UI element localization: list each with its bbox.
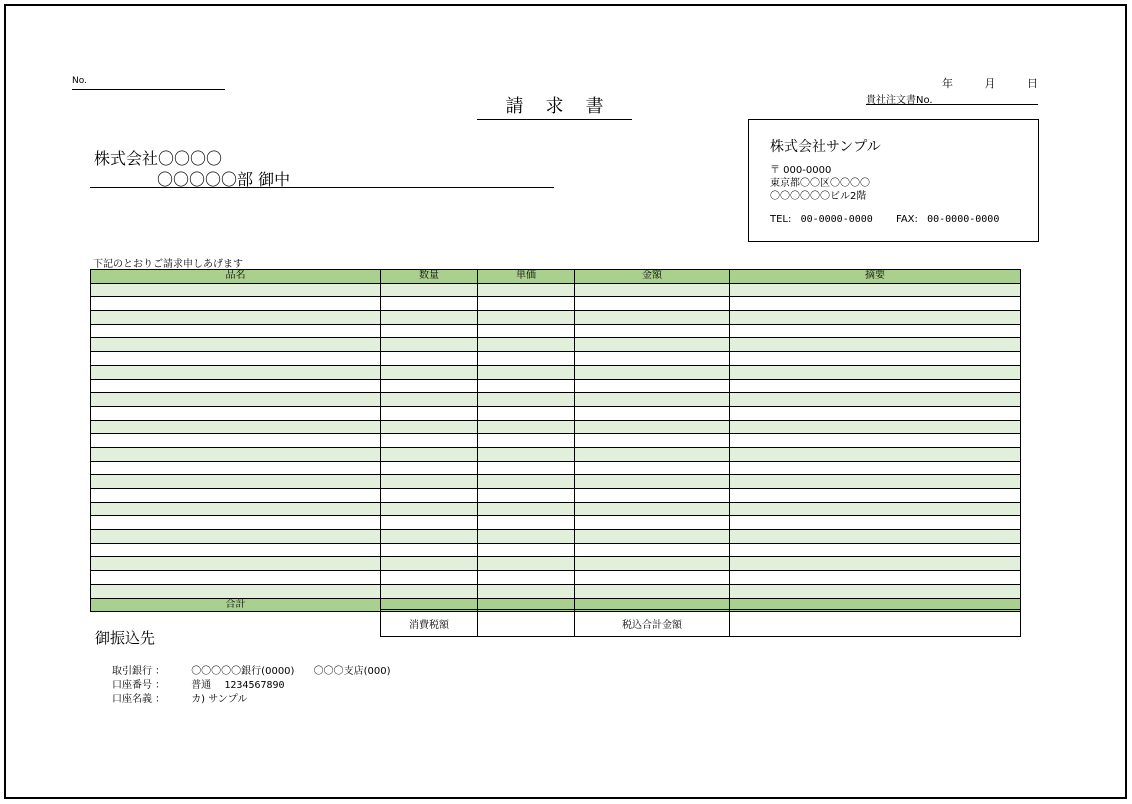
table-row: [91, 365, 1021, 379]
table-row: [91, 393, 1021, 407]
table-row: [91, 283, 1021, 297]
day-label: 日: [1027, 77, 1038, 90]
amount-cell[interactable]: [575, 434, 730, 448]
unit-price-cell[interactable]: [478, 420, 575, 434]
item-name-cell[interactable]: [91, 352, 381, 366]
quantity-cell[interactable]: [381, 557, 478, 571]
unit-price-cell[interactable]: [478, 543, 575, 557]
tel-value: 00-0000-0000: [800, 214, 873, 225]
unit-price-cell[interactable]: [478, 447, 575, 461]
quantity-cell[interactable]: [381, 543, 478, 557]
issuer-box: [748, 119, 1039, 242]
issuer-address-2: 〇〇〇〇〇〇ビル2階: [770, 191, 867, 202]
table-row: [91, 502, 1021, 516]
header-remarks: 摘要: [730, 270, 1021, 284]
amount-cell[interactable]: [575, 447, 730, 461]
header-amount: 金額: [575, 270, 730, 284]
table-row: [91, 447, 1021, 461]
amount-cell[interactable]: [575, 420, 730, 434]
remarks-cell[interactable]: [730, 571, 1021, 585]
amount-cell[interactable]: [575, 283, 730, 297]
table-row: [91, 461, 1021, 475]
order-number-label: 貴社注文書No.: [866, 95, 933, 106]
account-type: 普通: [191, 680, 212, 691]
amount-cell[interactable]: [575, 379, 730, 393]
document-number: [72, 76, 225, 90]
table-row: [91, 571, 1021, 585]
quantity-cell[interactable]: [381, 447, 478, 461]
quantity-cell[interactable]: [381, 489, 478, 503]
remarks-cell[interactable]: [730, 406, 1021, 420]
quantity-cell[interactable]: [381, 584, 478, 598]
item-name-cell[interactable]: [91, 311, 381, 325]
table-row: [91, 311, 1021, 325]
branch-value: 〇〇〇支店(000): [313, 666, 391, 677]
table-row: [91, 406, 1021, 420]
client-block: [90, 146, 554, 188]
unit-price-cell[interactable]: [478, 324, 575, 338]
amount-cell[interactable]: [575, 461, 730, 475]
amount-cell[interactable]: [575, 406, 730, 420]
bank-line: [112, 662, 391, 677]
item-name-cell[interactable]: [91, 557, 381, 571]
unit-price-cell[interactable]: [478, 365, 575, 379]
unit-price-cell[interactable]: [478, 311, 575, 325]
unit-price-cell[interactable]: [478, 571, 575, 585]
unit-price-cell[interactable]: [478, 489, 575, 503]
unit-price-cell[interactable]: [478, 297, 575, 311]
table-row: [91, 584, 1021, 598]
account-number-label: 口座番号 ：: [112, 680, 166, 691]
item-name-cell[interactable]: [91, 516, 381, 530]
amount-cell[interactable]: [575, 571, 730, 585]
header-item-name: 品名: [91, 270, 381, 284]
total-label: 合計: [91, 598, 381, 612]
year-label: 年: [942, 77, 953, 90]
item-name-cell[interactable]: [91, 447, 381, 461]
quantity-cell[interactable]: [381, 502, 478, 516]
remarks-cell[interactable]: [730, 557, 1021, 571]
issuer-address-1: 東京都〇〇区〇〇〇〇: [770, 178, 870, 189]
item-name-cell[interactable]: [91, 543, 381, 557]
remarks-cell[interactable]: [730, 489, 1021, 503]
table-row: [91, 489, 1021, 503]
item-name-cell[interactable]: [91, 475, 381, 489]
quantity-cell[interactable]: [381, 338, 478, 352]
issuer-postal: 〒 000-0000: [770, 165, 832, 176]
amount-cell[interactable]: [575, 365, 730, 379]
amount-cell[interactable]: [575, 352, 730, 366]
quantity-cell[interactable]: [381, 434, 478, 448]
amount-cell[interactable]: [575, 584, 730, 598]
table-header-row: [91, 270, 1021, 284]
amount-cell[interactable]: [575, 516, 730, 530]
quantity-cell[interactable]: [381, 365, 478, 379]
amount-cell[interactable]: [575, 502, 730, 516]
item-name-cell[interactable]: [91, 379, 381, 393]
item-name-cell[interactable]: [91, 502, 381, 516]
unit-price-cell[interactable]: [478, 516, 575, 530]
amount-cell[interactable]: [575, 543, 730, 557]
quantity-cell[interactable]: [381, 297, 478, 311]
amount-cell[interactable]: [575, 324, 730, 338]
date-fields: [942, 75, 1038, 91]
item-name-cell[interactable]: [91, 283, 381, 297]
month-label: 月: [984, 77, 996, 90]
table-row: [91, 557, 1021, 571]
quantity-cell[interactable]: [381, 461, 478, 475]
table-row: [91, 338, 1021, 352]
client-department: 〇〇〇〇〇部 御中: [157, 170, 291, 189]
quantity-cell[interactable]: [381, 571, 478, 585]
unit-price-cell[interactable]: [478, 338, 575, 352]
account-name-label: 口座名義 ：: [112, 694, 166, 705]
invoice-table: [90, 269, 1021, 612]
account-name: カ) サンプル: [191, 694, 248, 705]
table-row: [91, 379, 1021, 393]
item-name-cell[interactable]: [91, 571, 381, 585]
document-title: 請求書: [477, 92, 632, 120]
unit-price-cell[interactable]: [478, 502, 575, 516]
header-unit-price: 単価: [478, 270, 575, 284]
unit-price-cell[interactable]: [478, 584, 575, 598]
item-name-cell[interactable]: [91, 434, 381, 448]
table-row: [91, 434, 1021, 448]
grand-total-value-cell[interactable]: [730, 610, 1021, 637]
item-name-cell[interactable]: [91, 584, 381, 598]
quantity-cell[interactable]: [381, 352, 478, 366]
header-quantity: 数量: [381, 270, 478, 284]
table-row: [91, 516, 1021, 530]
remarks-cell[interactable]: [730, 434, 1021, 448]
item-name-cell[interactable]: [91, 530, 381, 544]
unit-price-cell[interactable]: [478, 283, 575, 297]
account-number: 1234567890: [224, 680, 285, 691]
order-number: [866, 91, 1038, 105]
bank-section-title: 御振込先: [95, 629, 156, 647]
client-company: 株式会社〇〇〇〇: [94, 149, 223, 168]
unit-price-cell[interactable]: [478, 530, 575, 544]
amount-cell[interactable]: [575, 338, 730, 352]
fax-label: FAX:: [896, 214, 918, 225]
item-name-cell[interactable]: [91, 489, 381, 503]
quantity-cell[interactable]: [381, 516, 478, 530]
amount-cell[interactable]: [575, 297, 730, 311]
amount-cell[interactable]: [575, 475, 730, 489]
remarks-cell[interactable]: [730, 338, 1021, 352]
unit-price-cell[interactable]: [478, 434, 575, 448]
tel-label: TEL:: [770, 214, 792, 225]
remarks-cell[interactable]: [730, 420, 1021, 434]
item-name-cell[interactable]: [91, 338, 381, 352]
unit-price-cell[interactable]: [478, 406, 575, 420]
remarks-cell[interactable]: [730, 447, 1021, 461]
unit-price-cell[interactable]: [478, 557, 575, 571]
remarks-cell[interactable]: [730, 475, 1021, 489]
amount-cell[interactable]: [575, 393, 730, 407]
grand-total-label: 税込合計金額: [575, 610, 730, 637]
table-row: [91, 352, 1021, 366]
account-number-line: [112, 676, 285, 691]
remarks-cell[interactable]: [730, 461, 1021, 475]
quantity-cell[interactable]: [381, 475, 478, 489]
fax-value: 00-0000-0000: [927, 214, 1000, 225]
item-name-cell[interactable]: [91, 420, 381, 434]
remarks-cell[interactable]: [730, 530, 1021, 544]
item-name-cell[interactable]: [91, 297, 381, 311]
remarks-cell[interactable]: [730, 283, 1021, 297]
amount-cell[interactable]: [575, 530, 730, 544]
item-name-cell[interactable]: [91, 393, 381, 407]
tax-value-cell[interactable]: [478, 610, 575, 637]
bank-label: 取引銀行 ：: [112, 666, 166, 677]
amount-cell[interactable]: [575, 311, 730, 325]
quantity-cell[interactable]: [381, 420, 478, 434]
unit-price-cell[interactable]: [478, 393, 575, 407]
table-row: [91, 420, 1021, 434]
document-number-label: No.: [72, 76, 87, 86]
remarks-cell[interactable]: [730, 584, 1021, 598]
quantity-cell[interactable]: [381, 393, 478, 407]
remarks-cell[interactable]: [730, 379, 1021, 393]
unit-price-cell[interactable]: [478, 379, 575, 393]
tax-label: 消費税額: [381, 610, 478, 637]
quantity-cell[interactable]: [381, 311, 478, 325]
issuer-contact: [770, 214, 1005, 225]
unit-price-cell[interactable]: [478, 475, 575, 489]
tax-table: [380, 609, 1021, 637]
intro-text: 下記のとおりご請求申しあげます: [93, 259, 243, 270]
tax-row: [381, 610, 1021, 637]
remarks-cell[interactable]: [730, 297, 1021, 311]
bank-value: 〇〇〇〇〇銀行(0000): [191, 666, 295, 677]
quantity-cell[interactable]: [381, 406, 478, 420]
unit-price-cell[interactable]: [478, 352, 575, 366]
table-row: [91, 297, 1021, 311]
remarks-cell[interactable]: [730, 502, 1021, 516]
remarks-cell[interactable]: [730, 365, 1021, 379]
quantity-cell[interactable]: [381, 379, 478, 393]
table-row: [91, 324, 1021, 338]
remarks-cell[interactable]: [730, 352, 1021, 366]
account-name-line: [112, 690, 247, 705]
quantity-cell[interactable]: [381, 283, 478, 297]
item-name-cell[interactable]: [91, 461, 381, 475]
quantity-cell[interactable]: [381, 324, 478, 338]
table-row: [91, 530, 1021, 544]
amount-cell[interactable]: [575, 489, 730, 503]
unit-price-cell[interactable]: [478, 461, 575, 475]
table-row: [91, 475, 1021, 489]
amount-cell[interactable]: [575, 557, 730, 571]
item-name-cell[interactable]: [91, 406, 381, 420]
remarks-cell[interactable]: [730, 324, 1021, 338]
remarks-cell[interactable]: [730, 543, 1021, 557]
remarks-cell[interactable]: [730, 393, 1021, 407]
remarks-cell[interactable]: [730, 516, 1021, 530]
table-row: [91, 543, 1021, 557]
issuer-company: 株式会社サンプル: [770, 139, 881, 155]
quantity-cell[interactable]: [381, 530, 478, 544]
item-name-cell[interactable]: [91, 324, 381, 338]
remarks-cell[interactable]: [730, 311, 1021, 325]
item-name-cell[interactable]: [91, 365, 381, 379]
